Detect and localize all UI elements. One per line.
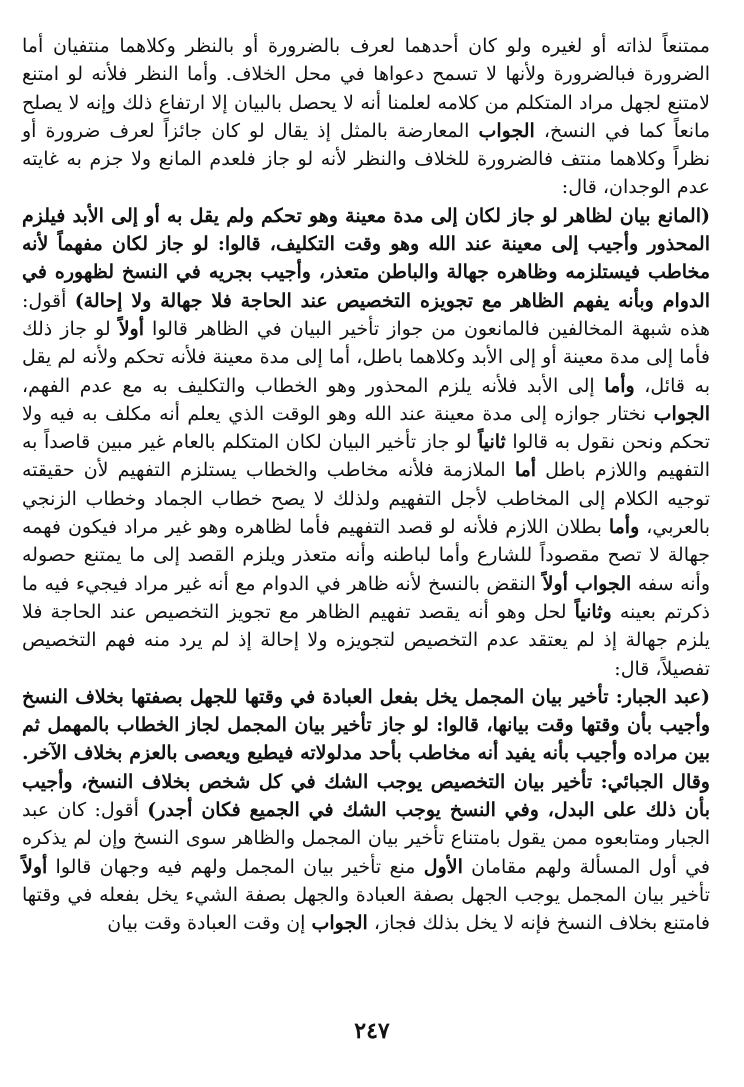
text-run: إلى الأبد فلأنه يلزم المحذور وهو الخطاب والتكليف به مع عدم الفهم، <box>22 374 605 397</box>
text-run: إن وقت العبادة وقت بيان <box>107 912 312 935</box>
text-run: الملازمة فلأنه مخاطب والخطاب يستلزم التفهيم لأن حقيقته توجيه الكلام إلى المخاطب لأجل التفهيم ولذلك لا يصح خطاب الجماد وخطاب الزنجي بالعربي، <box>22 459 710 539</box>
bold-text: الجواب <box>478 119 535 142</box>
text-run: لو جاز ذلك فأما إلى مدة معينة أو إلى الأبد وكلاهما باطل، أما إلى مدة معينة فلأنه تحكم ولأنه لم يقل به قائل، <box>22 317 710 397</box>
bold-text: وأما <box>608 516 640 539</box>
text-run: لو جاز تأخير البيان لكان المتكلم بالعام غير مبين قاصداً به التفهيم واللازم باطل <box>22 431 710 482</box>
text-run: بطلان اللازم فلأنه لو قصد التفهيم فأما لظاهره وهو غير مراد فيكون فهمه جهالة لا تصح مقصوداً للشارع وأما لباطنه وأنه متعذر ويلزم القصد إلى ما يمتنع حصوله وأنه سفه <box>22 516 711 595</box>
text-run: لحل وهو أنه يقصد تفهيم الظاهر مع تجويز التخصيص عند الحاجة فلا يلزم جهالة إذ لم يعتقد عدم التخصيص لتجويزه ولا إحالة إذ لم يرد منه فهم التخصيص تفصيلاً، قال: <box>22 600 710 680</box>
text-run: المعارضة بالمثل إذ يقال لو كان جائزاً لعرف ضرورة أو نظراً وكلاهما منتف فالضرورة للخلاف والنظر لأنه لو جاز فلعدم المانع ولا جزم به غايته عدم الوجدان، قال: <box>22 119 710 199</box>
bold-text: وثانياً <box>574 600 612 623</box>
text-run: ممتنعاً لذاته أو لغيره ولو كان أحدهما لعرف بالضرورة أو بالنظر وكلاهما منتفيان أما الضرورة فبالضرورة ولأنها لا تسمح دعواها في محل الخلاف. وأما النظر فلأنه لو امتنع لامتنع لجهل مراد المتكلم من كلامه لعلمنا أنه لا يحصل بالبيان إلا ارتفاع ذلك وإنه لا يصلح مانعاً كما في النسخ، <box>22 35 710 142</box>
bold-text: الجواب <box>653 402 710 425</box>
bold-text: الجواب أولاً <box>542 572 632 595</box>
text-run: نختار جوازه إلى مدة معينة عند الله وهو الوقت الذي يعلم أنه مكلف به فيه ولا تحكم ونحن نقول به قالوا <box>22 402 710 454</box>
bold-text: أولاً <box>118 317 145 340</box>
paragraph-2 <box>22 202 710 683</box>
page-number: ٢٤٧ <box>354 1018 390 1044</box>
bold-text: الجواب <box>311 912 368 935</box>
bold-text: (عبد الجبار: تأخير بيان المجمل يخل بفعل العبادة في وقتها للجهل بصفتها بخلاف النسخ وأجيب بأن وقتها وقت بيانها، قالوا: لو جاز تأخير بيان المجمل لجاز الخطاب بالمهمل ثم بين مراده وأجيب بأنه يفيد أنه مخاطب بأحد مدلولاته فيطيع ويعصى بالعزم بخلاف الآخر. وقال الجبائي: تأخير بيان التخصيص يوجب الشك في كل شخص بخلاف النسخ، وأجيب بأن ذلك على البدل، وفي النسخ يوجب الشك في الجميع فكان أجدر) <box>22 685 711 822</box>
bold-text: الأول <box>423 855 463 878</box>
bold-text: (المانع بيان لظاهر لو جاز لكان إلى مدة معينة وهو تحكم ولم يقل به أو إلى الأبد فيلزم المحذور وأجيب إلى معينة عند الله وهو وقت التكليف، قالوا: لو جاز لكان مفهماً لأنه مخاطب فيستلزمه وظاهره جهالة والباطن متعذر، وأجيب بجريه في النسخ لظهوره في الدوام وبأنه يفهم الظاهر مع تجويزه التخصيص عند الحاجة فلا جهالة ولا إحالة) <box>22 204 710 312</box>
text-run: منع تأخير بيان المجمل ولهم فيه وجهان قالوا <box>47 855 424 878</box>
bold-text: ثانياً <box>477 431 506 454</box>
bold-text: أما <box>514 459 537 482</box>
text-block <box>22 32 710 938</box>
text-run: تأخير بيان المجمل يوجب الجهل بصفة العبادة والجهل بصفة الشيء يخل بفعله في وقتها فامتنع بخلاف النسخ فإنه لا يخل بذلك فجاز، <box>22 883 710 935</box>
text-run: النقض بالنسخ لأنه ظاهر في الدوام مع أنه غير مراد فيجيء فيه ما ذكرتم بعينه <box>22 572 710 623</box>
text-run: أقول: هذه شبهة المخالفين فالمانعون من جواز تأخير البيان في الظاهر قالوا <box>22 289 710 340</box>
paragraph-1 <box>22 32 710 202</box>
text-run: أقول: كان عبد الجبار ومتابعوه ممن يقول بامتناع تأخير بيان المجمل والظاهر سوى النسخ وإن لم يذكره في أول المسألة ولهم مقامان <box>22 799 710 878</box>
bold-text: أولاً <box>22 855 48 878</box>
paragraph-3 <box>22 683 710 938</box>
bold-text: وأما <box>604 374 635 397</box>
